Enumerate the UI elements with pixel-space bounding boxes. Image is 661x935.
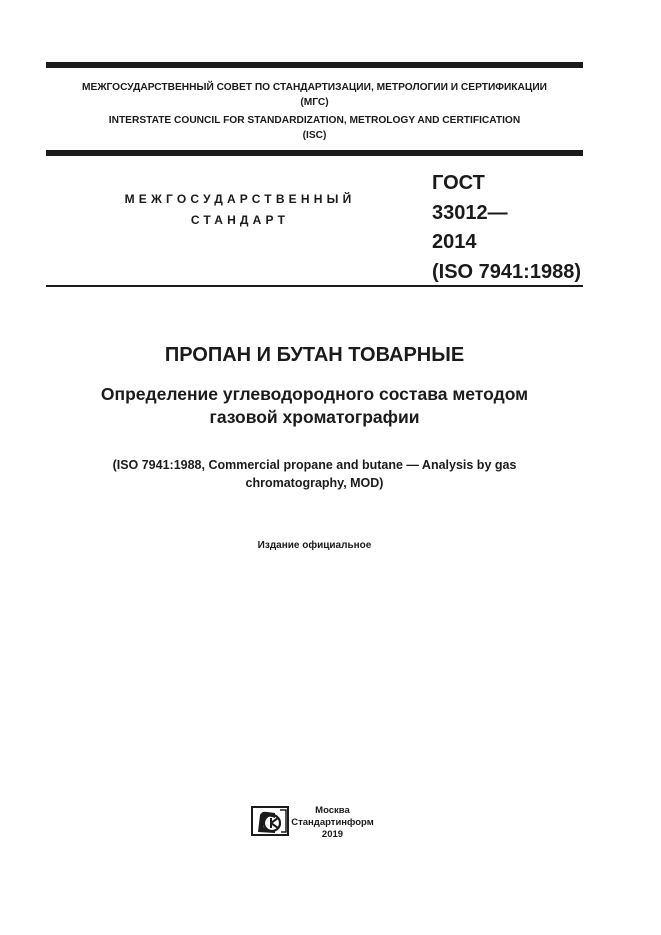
publisher-name: Стандартинформ xyxy=(291,817,374,828)
standard-type-line2: СТАНДАРТ xyxy=(190,213,290,227)
top-rule xyxy=(46,62,583,68)
standartinform-logo-icon xyxy=(251,806,289,836)
designation-line1: ГОСТ xyxy=(432,172,485,194)
council-name-ru: МЕЖГОСУДАРСТВЕННЫЙ СОВЕТ ПО СТАНДАРТИЗАЦИИ, МЕТРОЛОГИИ И СЕРТИФИКАЦИИ xyxy=(82,82,547,93)
council-abbr-en: (ISC) xyxy=(302,130,327,141)
designation-line4: (ISO 7941:1988) xyxy=(432,260,581,283)
publisher-city: Москва xyxy=(315,805,350,816)
header-rule xyxy=(46,150,583,156)
iso-reference xyxy=(46,456,583,492)
council-abbr-ru: (МГС) xyxy=(300,97,329,108)
document-subtitle xyxy=(46,383,583,429)
designation-line3: 2014 xyxy=(432,231,477,253)
iso-reference-line2: chromatography, MOD) xyxy=(245,476,384,490)
publisher-block xyxy=(290,805,375,841)
council-name-en: INTERSTATE COUNCIL FOR STANDARDIZATION, METROLOGY AND CERTIFICATION xyxy=(108,115,521,126)
document-title: ПРОПАН И БУТАН ТОВАРНЫЕ xyxy=(164,344,465,366)
standard-designation xyxy=(432,169,581,287)
designation-line2: 33012— xyxy=(432,201,508,224)
publisher-year: 2019 xyxy=(321,829,344,840)
designation-rule xyxy=(46,285,583,287)
standard-type-line1: МЕЖГОСУДАРСТВЕННЫЙ xyxy=(124,192,356,206)
iso-reference-line1: (ISO 7941:1988, Commercial propane and butane — Analysis by gas xyxy=(112,458,517,472)
council-header xyxy=(46,80,583,143)
standard-type xyxy=(95,189,385,231)
subtitle-line1: Определение углеводородного состава методом xyxy=(100,384,529,404)
subtitle-line2: газовой хроматографии xyxy=(209,407,420,427)
edition-label: Издание официальное xyxy=(257,540,372,551)
